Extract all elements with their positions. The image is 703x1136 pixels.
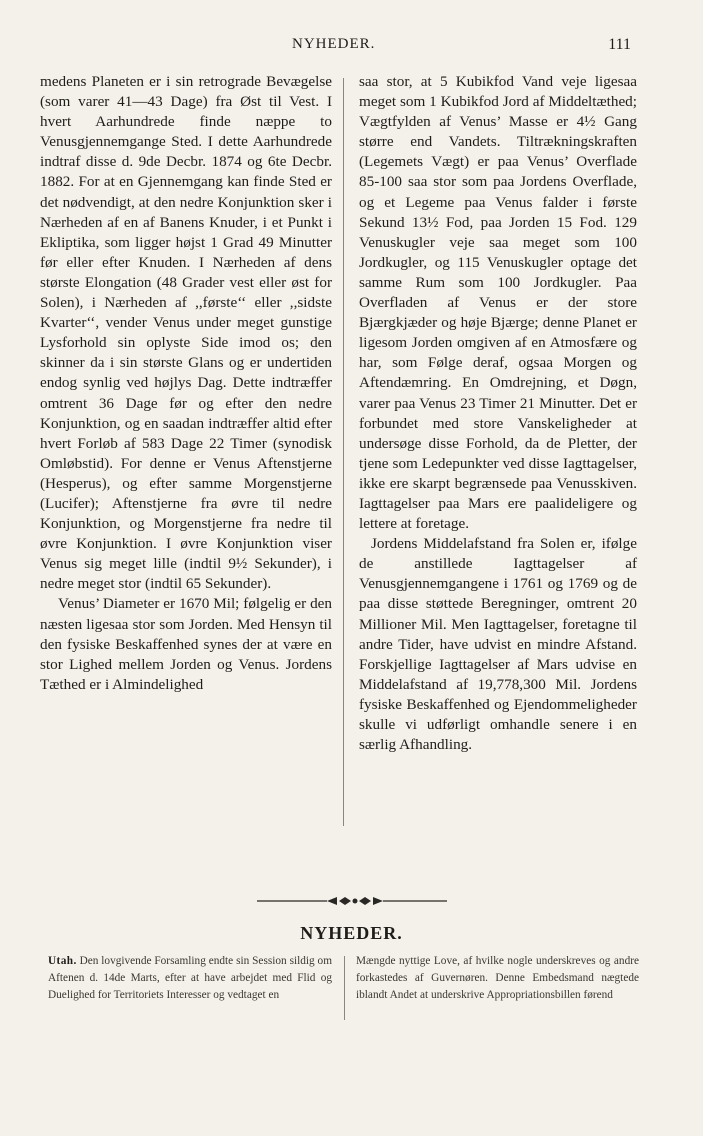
news-heading: NYHEDER. xyxy=(300,923,403,943)
left-column xyxy=(40,72,332,695)
page-number: 111 xyxy=(608,36,631,53)
right-paragraph-2: Jordens Middelafstand fra Solen er, ifølge de anstillede Iagttagelser af Venusgjennemgangene i 1761 og 1769 og de paa disse støttede Beregninger, omtrent 20 Millioner Mil. Men Iagttagelser, foretagne til andre Tider, have udvist en mindre Afstand. Forskjellige Iagttagelser af Mars udvise en Middelafstand af 19,778,300 Mil. Jordens fysiske Beskaffenhed og Ejendommeligheder skulle vi udførligt omhandle senere i en særlig Afhandling. xyxy=(359,535,637,754)
running-head xyxy=(0,36,703,56)
column-divider xyxy=(343,78,344,826)
news-left-column xyxy=(48,953,332,1004)
right-paragraph-1: saa stor, at 5 Kubikfod Vand veje ligesaa meget som 1 Kubikfod Jord af Middeltæthed; Vægtfylden af Venus’ Masse er 4½ Gang større end Vandets. Tiltrækningskraften (Legemets Vægt) er paa Venus’ Overflade 85-100 saa stor som paa Jordens Overflade, og et Legeme paa Venus falder i første Sekund 13½ Fod, paa Jorden 15 Fod. 129 Venuskugler veje saa meget som 100 Jordkugler, og 115 Venuskugler optage det samme Rum som 100 Jordkugler. Paa Overfladen af Venus er der store Bjærgkjæder og høje Bjærge; denne Planet er ligesom Jorden omgiven af en Atmosfære og har, som Følge deraf, ogsaa Morgen og Aftendæmring. En Omdrejning, et Døgn, varer paa Venus 23 Timer 21 Minutter. Det er forbundet med store Vanskeligheder at undersøge disse Forhold, da de Pletter, der tjene som Ledepunkter ved disse Iagttagelser, ikke ere skarpt begrænsede paa Venusskiven. Iagttagelser paa Mars ere paalideligere og lettere at foretage. xyxy=(359,73,637,533)
news-right-text: Mængde nyttige Love, af hvilke nogle underskreves og andre forkastedes af Guvernøren. Denne Embedsmand nægtede iblandt Andet at underskrive Appropriationsbillen førend xyxy=(356,955,639,1001)
ornament-rule xyxy=(257,895,447,907)
news-left-text: Den lovgivende Forsamling endte sin Session sildig om Aftenen d. 14de Marts, efter at have arbejdet med Flid og Duelighed for Territoriets Interesser og vedtaget en xyxy=(48,955,332,1001)
left-paragraph-2: Venus’ Diameter er 1670 Mil; følgelig er den næsten ligesaa stor som Jorden. Med Hensyn til den fysiske Beskaffenhed synes der at være en stor Lighed mellem Jorden og Venus. Jordens Tæthed er i Almindelighed xyxy=(40,595,332,693)
news-column-divider xyxy=(344,956,345,1020)
left-paragraph-1: medens Planeten er i sin retrograde Bevægelse (som varer 41—43 Dage) fra Øst til Vest. I hvert Aarhundrede finde næppe to Venusgjennemgange Sted. I dette Aarhundrede indtraf disse d. 9de Decbr. 1874 og 6te Decbr. 1882. For at en Gjennemgang kan finde Sted er det nødvendigt, at den nedre Konjunktion sker i Nærheden af en af Banens Knuder, i et Punkt i Ekliptika, som ligger højst 1 Grad 49 Minutter før eller efter Knuden. I Nærheden af dens største Elongation (48 Grader vest eller øst for Solen), i Nærheden af ,,første‘‘ eller ,,sidste Kvarter‘‘, vender Venus under meget gunstige Lysforhold sin oplyste Side imod os; den skinner da i sin største Glans og er undertiden endog synlig ved højlys Dag. Dette indtræffer omtrent 36 Dage før og efter den nedre Konjunktion, og en saadan indtræffer altid efter hvert Forløb af 583 Dage 22 Timer (synodisk Omløbstid). For denne er Venus Aftenstjerne (Hesperus), og efter samme Morgenstjerne (Lucifer); Aftenstjerne fra øvre til nedre Konjunktion, og Morgenstjerne fra nedre til øvre Konjunktion. I øvre Konjunktion viser Venus sig meget lille (indtil 9½ Sekunder), i nedre meget stor (indtil 65 Sekunder). xyxy=(40,73,332,593)
running-title: NYHEDER. xyxy=(292,36,376,52)
right-column xyxy=(359,72,637,755)
news-right-column xyxy=(356,953,639,1004)
news-place-label: Utah. xyxy=(48,955,77,967)
